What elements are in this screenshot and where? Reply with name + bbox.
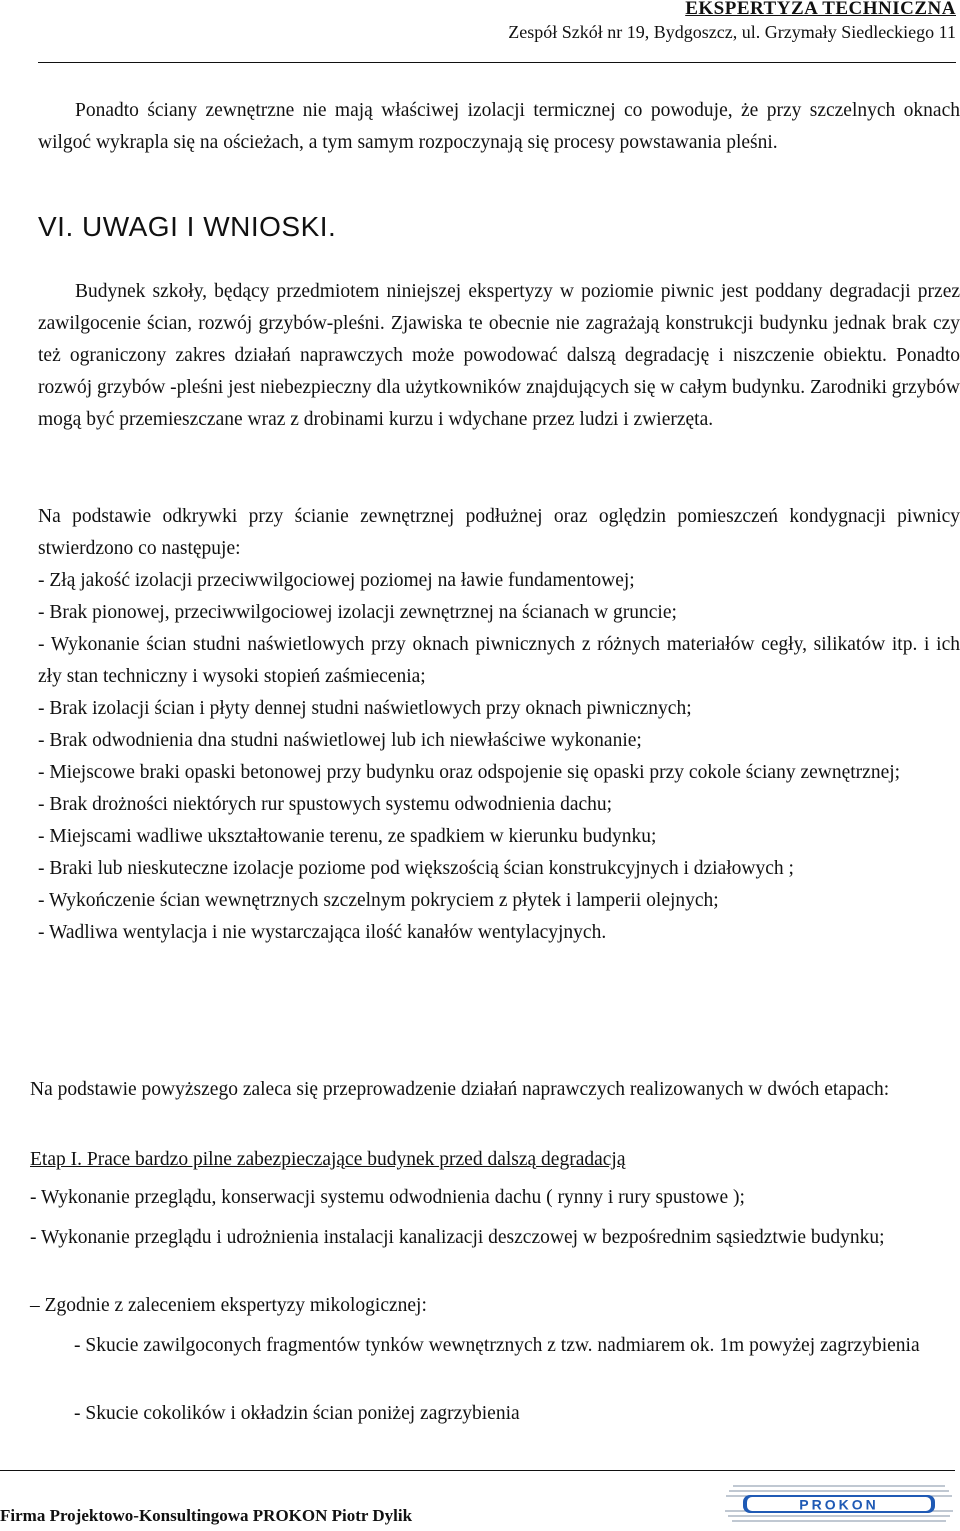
findings-list	[38, 565, 960, 949]
list-item: - Wykonanie przeglądu i udrożnienia instalacji kanalizacji deszczowej w bezpośrednim sąsiedztwie budynku;	[30, 1227, 885, 1248]
list-item: - Brak izolacji ścian i płyty dennej studni naświetlowych przy oknach piwnicznych;	[38, 698, 692, 719]
list-item: - Wykończenie ścian wewnętrznych szczelnym pokryciem z płytek i lamperii olejnych;	[38, 890, 719, 911]
list-item: - Miejscami wadliwe ukształtowanie terenu, ze spadkiem w kierunku budynku;	[38, 826, 657, 847]
list-item: - Wykonanie ścian studni naświetlowych przy oknach piwnicznych z różnych materiałów cegły, silikatów itp. i ich zły stan techniczny i wysoki stopień zaśmiecenia;	[38, 634, 960, 687]
findings-summary-paragraph: Budynek szkoły, będący przedmiotem niniejszej ekspertyzy w poziomie piwnic jest poddany degradacji przez zawilgocenie ścian, rozwój grzybów-pleśni. Zjawiska te obecnie nie zagrażają konstrukcji budynku jednak brak czy też ograniczony zakres działań naprawczych może powodować dalszą degradację i niszczenie obiektu. Ponadto rozwój grzybów -pleśni jest niebezpieczny dla użytkowników znajdujących się w całym budynku. Zarodniki grzybów mogą być przemieszczane wraz z drobinami kurzu i wdychane przez ludzi i zwierzęta.	[38, 281, 960, 430]
list-item: - Wykonanie przeglądu, konserwacji systemu odwodnienia dachu ( rynny i rury spustowe );	[30, 1187, 745, 1208]
prokon-logo	[721, 1476, 957, 1531]
stage-1-title: Etap I. Prace bardzo pilne zabezpieczające budynek przed dalszą degradacją	[30, 1149, 626, 1170]
intro-paragraph: Ponadto ściany zewnętrzne nie mają właściwej izolacji termicznej co powoduje, że przy szczelnych oknach wilgoć wykrapla się na ościeżach, a tym samym rozpoczynają się procesy powstawania pleśni.	[38, 100, 960, 153]
inspection-paragraph: Na podstawie odkrywki przy ścianie zewnętrznej podłużnej oraz oględzin pomieszczeń kondygnacji piwnicy stwierdzono co następuje:	[38, 506, 960, 559]
list-item: - Wadliwa wentylacja i nie wystarczająca ilość kanałów wentylacyjnych.	[38, 922, 607, 943]
list-item: - Braki lub nieskuteczne izolacje poziome pod większością ścian konstrukcyjnych i działowych ;	[38, 858, 794, 879]
list-item: - Brak odwodnienia dna studni naświetlowej lub ich niewłaściwe wykonanie;	[38, 730, 642, 751]
footer-company-name: Firma Projektowo-Konsultingowa PROKON Piotr Dylik	[0, 1506, 413, 1525]
list-item: - Skucie cokolików i okładzin ścian poniżej zagrzybienia	[74, 1403, 520, 1424]
footer-divider	[0, 1470, 955, 1471]
logo-text: PROKON	[799, 1496, 879, 1513]
recommendation-intro: Na podstawie powyższego zaleca się przeprowadzenie działań naprawczych realizowanych w dwóch etapach:	[30, 1079, 890, 1100]
document-title: EKSPERTYZA TECHNICZNA	[685, 0, 956, 19]
list-item: – Zgodnie z zaleceniem ekspertyzy mikologicznej:	[30, 1295, 427, 1316]
section-heading: VI. UWAGI I WNIOSKI.	[38, 211, 337, 242]
list-item: - Skucie zawilgoconych fragmentów tynków wewnętrznych z tzw. nadmiarem ok. 1m powyżej zagrzybienia	[74, 1335, 920, 1356]
list-item: - Złą jakość izolacji przeciwwilgociowej poziomej na ławie fundamentowej;	[38, 570, 635, 591]
header-divider	[38, 62, 956, 63]
list-item: - Brak drożności niektórych rur spustowych systemu odwodnienia dachu;	[38, 794, 613, 815]
list-item: - Miejscowe braki opaski betonowej przy budynku oraz odspojenie się opaski przy cokole ściany zewnętrznej;	[38, 762, 901, 783]
document-subtitle: Zespół Szkół nr 19, Bydgoszcz, ul. Grzymały Siedleckiego 11	[508, 22, 956, 42]
list-item: - Brak pionowej, przeciwwilgociowej izolacji zewnętrznej na ścianach w gruncie;	[38, 602, 677, 623]
